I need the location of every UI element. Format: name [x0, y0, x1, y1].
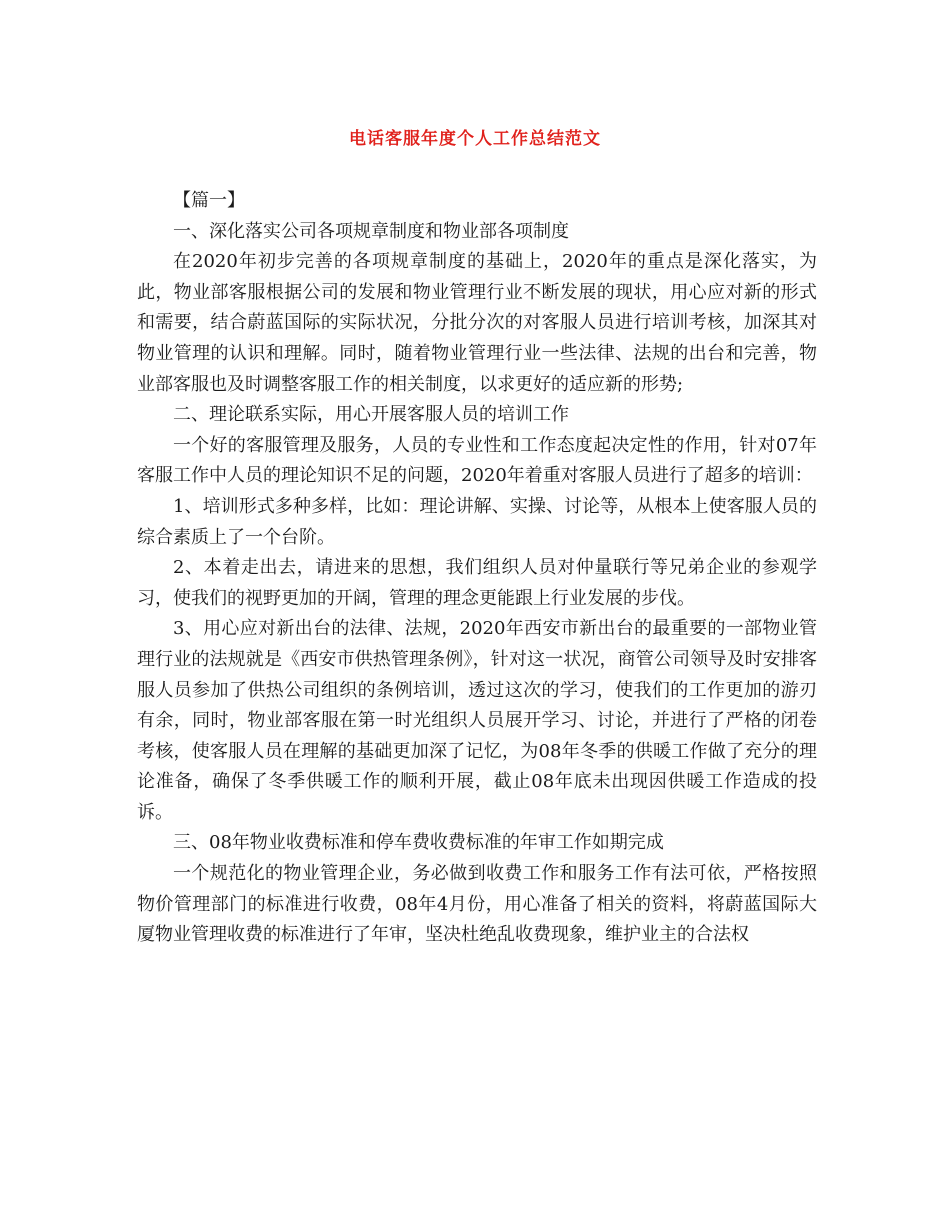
body-paragraph: 在2020年初步完善的各项规章制度的基础上，2020年的重点是深化落实，为此，物业部客服根据公司的发展和物业管理行业不断发展的现状，用心应对新的形式和需要，结合蔚蓝国际的实际状况，分批分次的对客服人员进行培训考核，加深其对物业管理的认识和理解。同时，随着物业管理行业一些法律、法规的出台和完善，物业部客服也及时调整客服工作的相关制度，以求更好的适应新的形势; — [137, 251, 817, 395]
section-heading: 二、理论联系实际，用心开展客服人员的培训工作 — [173, 404, 569, 426]
document-body — [137, 186, 817, 951]
document-title: 电话客服年度个人工作总结范文 — [349, 129, 601, 149]
list-item: 3、用心应对新出台的法律、法规，2020年西安市新出台的最重要的一部物业管理行业的法规就是《西安市供热管理条例》，针对这一状况，商管公司领导及时安排客服人员参加了供热公司组织的条例培训，透过这次的学习，使我们的工作更加的游刃有余，同时，物业部客服在第一时光组织人员展开学习、讨论，并进行了严格的闭卷考核，使客服人员在理解的基础更加深了记忆，为08年冬季的供暖工作做了充分的理论准备，确保了冬季供暖工作的顺利开展，截止08年底未出现因供暖工作造成的投诉。 — [137, 618, 817, 823]
section-heading: 三、08年物业收费标准和停车费收费标准的年审工作如期完成 — [173, 832, 664, 854]
list-item: 1、培训形式多种多样，比如：理论讲解、实操、讨论等，从根本上使客服人员的综合素质上了一个台阶。 — [137, 495, 817, 548]
section-heading: 一、深化落实公司各项规章制度和物业部各项制度 — [173, 220, 569, 242]
body-paragraph: 一个好的客服管理及服务，人员的专业性和工作态度起决定性的作用，针对07年客服工作中人员的理论知识不足的问题，2020年着重对客服人员进行了超多的培训： — [137, 434, 817, 487]
section-label: 【篇一】 — [173, 190, 245, 211]
body-paragraph: 一个规范化的物业管理企业，务必做到收费工作和服务工作有法可依，严格按照物价管理部门的标准进行收费，08年4月份，用心准备了相关的资料，将蔚蓝国际大厦物业管理收费的标准进行了年审，坚决杜绝乱收费现象，维护业主的合法权 — [137, 863, 817, 946]
list-item: 2、本着走出去，请进来的思想，我们组织人员对仲量联行等兄弟企业的参观学习，使我们的视野更加的开阔，管理的理念更能跟上行业发展的步伐。 — [137, 557, 817, 609]
